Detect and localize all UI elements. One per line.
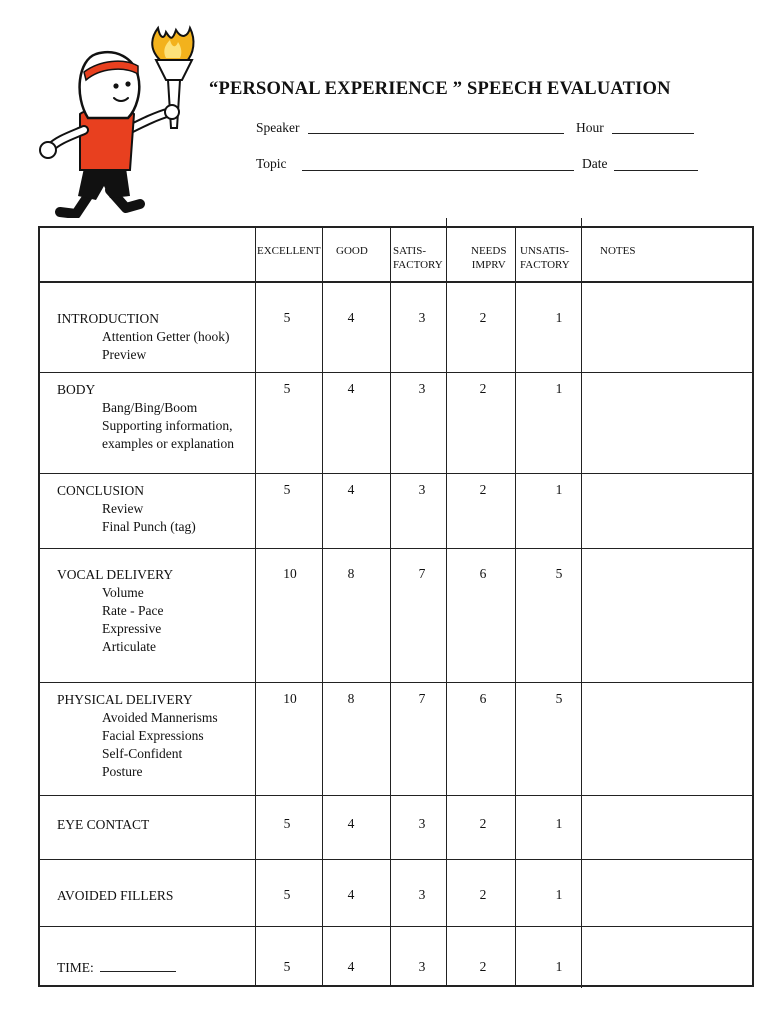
criterion-sub: Volume	[102, 585, 144, 600]
score-excellent[interactable]: 10	[283, 566, 297, 581]
score-needs-improvement[interactable]: 6	[479, 691, 487, 706]
criterion-title: BODY	[57, 382, 96, 397]
score-satisfactory[interactable]: 3	[418, 887, 426, 902]
score-satisfactory[interactable]: 3	[418, 381, 426, 396]
criterion-sub: Avoided Mannerisms	[102, 710, 218, 725]
torch-runner-mascot	[30, 18, 210, 218]
score-unsatisfactory[interactable]: 5	[555, 691, 563, 706]
criterion-sub: Preview	[102, 347, 147, 362]
score-excellent[interactable]: 10	[283, 691, 297, 706]
table-row	[57, 887, 173, 905]
col-excellent: EXCELLENT	[257, 245, 321, 257]
criterion-sub: Supporting information,	[102, 418, 233, 433]
score-satisfactory[interactable]: 3	[418, 482, 426, 497]
score-excellent[interactable]: 5	[283, 816, 291, 831]
col-satisfactory	[393, 244, 443, 272]
col-satisfactory-line2: FACTORY	[393, 259, 443, 271]
date-label: Date	[582, 156, 608, 171]
score-unsatisfactory[interactable]: 1	[555, 482, 563, 497]
criterion-sub: Expressive	[102, 621, 162, 636]
score-needs-improvement[interactable]: 6	[479, 566, 487, 581]
hour-label: Hour	[576, 120, 604, 135]
score-unsatisfactory[interactable]: 1	[555, 887, 563, 902]
criterion-sub: Rate - Pace	[102, 603, 164, 618]
criterion-sub: Facial Expressions	[102, 728, 204, 743]
score-good[interactable]: 4	[347, 959, 355, 974]
score-unsatisfactory[interactable]: 1	[555, 381, 563, 396]
score-unsatisfactory[interactable]: 1	[555, 959, 563, 974]
table-row	[57, 691, 218, 781]
score-unsatisfactory[interactable]: 1	[555, 310, 563, 325]
criterion-title: VOCAL DELIVERY	[57, 567, 174, 582]
col-unsatisfactory	[520, 244, 570, 272]
score-good[interactable]: 8	[347, 566, 355, 581]
col-unsat-line1: UNSATIS-	[520, 245, 569, 257]
criterion-title: CONCLUSION	[57, 483, 145, 498]
score-good[interactable]: 4	[347, 816, 355, 831]
score-excellent[interactable]: 5	[283, 959, 291, 974]
score-satisfactory[interactable]: 3	[418, 816, 426, 831]
score-good[interactable]: 8	[347, 691, 355, 706]
score-good[interactable]: 4	[347, 310, 355, 325]
score-needs-improvement[interactable]: 2	[479, 887, 487, 902]
criterion-sub: Attention Getter (hook)	[102, 329, 230, 344]
criterion-sub: Posture	[102, 764, 143, 779]
criterion-title: PHYSICAL DELIVERY	[57, 692, 193, 707]
col-needs-improvement	[471, 244, 506, 272]
criterion-sub: Final Punch (tag)	[102, 519, 196, 534]
score-excellent[interactable]: 5	[283, 381, 291, 396]
score-excellent[interactable]: 5	[283, 482, 291, 497]
time-label: TIME:	[57, 960, 94, 975]
criterion-title: AVOIDED FILLERS	[57, 888, 174, 903]
date-field[interactable]	[614, 170, 698, 171]
score-excellent[interactable]: 5	[283, 887, 291, 902]
time-field[interactable]	[100, 971, 176, 972]
criterion-sub: examples or explanation	[102, 436, 234, 451]
table-row	[57, 482, 196, 536]
speaker-label: Speaker	[256, 120, 300, 135]
table-row	[57, 959, 176, 977]
col-notes: NOTES	[600, 245, 636, 257]
criterion-title: INTRODUCTION	[57, 311, 159, 326]
score-satisfactory[interactable]: 7	[418, 566, 426, 581]
score-needs-improvement[interactable]: 2	[479, 381, 487, 396]
speaker-field[interactable]	[308, 133, 564, 134]
score-unsatisfactory[interactable]: 5	[555, 566, 563, 581]
score-needs-improvement[interactable]: 2	[479, 310, 487, 325]
hour-field[interactable]	[612, 133, 694, 134]
score-good[interactable]: 4	[347, 482, 355, 497]
col-needs-line2: IMPRV	[471, 259, 506, 271]
table-row	[57, 566, 173, 656]
topic-label: Topic	[256, 156, 287, 171]
criterion-sub: Review	[102, 501, 144, 516]
score-unsatisfactory[interactable]: 1	[555, 816, 563, 831]
criterion-sub: Self-Confident	[102, 746, 183, 761]
criterion-title	[57, 959, 176, 977]
score-needs-improvement[interactable]: 2	[479, 816, 487, 831]
score-satisfactory[interactable]: 7	[418, 691, 426, 706]
score-needs-improvement[interactable]: 2	[479, 959, 487, 974]
score-satisfactory[interactable]: 3	[418, 310, 426, 325]
table-row	[57, 310, 229, 364]
table-row	[57, 816, 149, 834]
table-row	[57, 381, 234, 453]
topic-field[interactable]	[302, 170, 574, 171]
criterion-title: EYE CONTACT	[57, 817, 150, 832]
criterion-sub: Bang/Bing/Boom	[102, 400, 198, 415]
col-unsat-line2: FACTORY	[520, 259, 570, 271]
criterion-sub: Articulate	[102, 639, 156, 654]
score-satisfactory[interactable]: 3	[418, 959, 426, 974]
col-satisfactory-line1: SATIS-	[393, 245, 427, 257]
score-needs-improvement[interactable]: 2	[479, 482, 487, 497]
col-needs-line1: NEEDS	[471, 245, 507, 257]
col-good: GOOD	[336, 245, 368, 257]
score-good[interactable]: 4	[347, 381, 355, 396]
score-good[interactable]: 4	[347, 887, 355, 902]
score-excellent[interactable]: 5	[283, 310, 291, 325]
page-title: “PERSONAL EXPERIENCE ” SPEECH EVALUATION	[209, 79, 671, 99]
